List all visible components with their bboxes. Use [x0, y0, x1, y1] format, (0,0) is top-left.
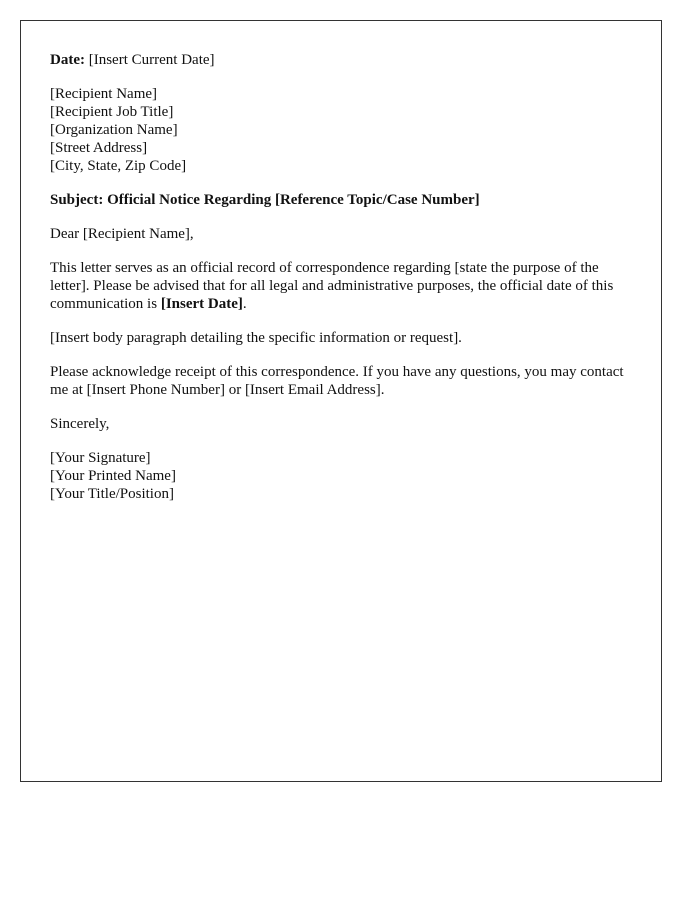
- date-label: Date:: [50, 52, 85, 68]
- closing: Sincerely,: [50, 416, 110, 432]
- paragraph-body: [Insert body paragraph detailing the specific information or request].: [50, 330, 462, 346]
- recipient-job-title: [Recipient Job Title]: [50, 104, 174, 120]
- letter-page: [20, 20, 662, 782]
- subject-text: Subject: Official Notice Regarding [Reference Topic/Case Number]: [50, 192, 480, 208]
- paragraph-purpose-end: .: [242, 296, 247, 312]
- signature-block: [50, 449, 640, 503]
- insert-date-bold: [Insert Date]: [160, 296, 243, 312]
- subject-line: [50, 191, 640, 209]
- letter-content: [50, 51, 640, 519]
- title-position: [Your Title/Position]: [50, 486, 174, 502]
- recipient-name: [Recipient Name]: [50, 86, 158, 102]
- date-line: [50, 51, 640, 69]
- printed-name: [Your Printed Name]: [50, 468, 176, 484]
- city-state-zip: [City, State, Zip Code]: [50, 158, 187, 174]
- salutation: Dear [Recipient Name],: [50, 226, 194, 242]
- organization-name: [Organization Name]: [50, 122, 178, 138]
- paragraph-purpose: [50, 259, 640, 313]
- date-value: [Insert Current Date]: [84, 52, 215, 68]
- signature: [Your Signature]: [50, 450, 151, 466]
- recipient-block: [50, 85, 640, 175]
- paragraph-purpose-text: This letter serves as an official record of correspondence regarding [state the purpose of the letter]. Please be advised that for all legal and administrative purposes, the official date of this communication is: [50, 260, 614, 312]
- street-address: [Street Address]: [50, 140, 148, 156]
- paragraph-contact: Please acknowledge receipt of this correspondence. If you have any questions, you may contact me at [Insert Phone Number] or [Insert Email Address].: [50, 364, 624, 398]
